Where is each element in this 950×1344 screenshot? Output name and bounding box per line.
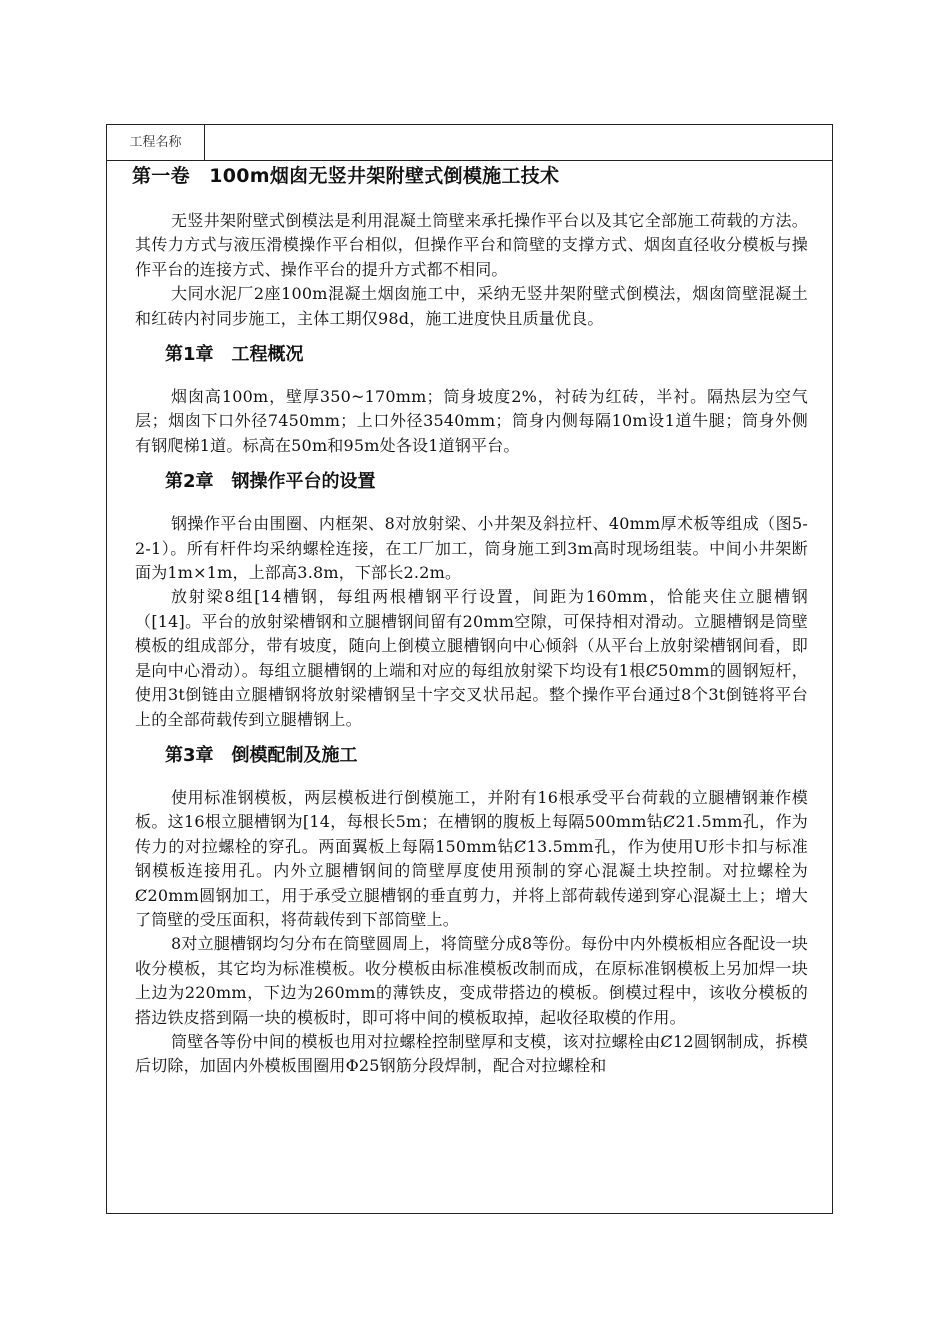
project-name-value xyxy=(205,125,832,160)
intro-paragraph: 无竖井架附壁式倒模法是利用混凝土筒壁来承托操作平台以及其它全部施工荷载的方法。其传力方式与液压滑模操作平台相似，但操作平台和筒壁的支撑方式、烟囱直径收分模板与操作平台的连接方式、操作平台的提升方式都不相同。 xyxy=(135,211,808,279)
intro-paragraph: 大同水泥厂2座100m混凝土烟囱施工中，采纳无竖井架附壁式倒模法，烟囱筒壁混凝土和红砖内衬同步施工，主体工期仅98d，施工进度快且质量优良。 xyxy=(135,284,808,328)
chapter-1-paragraph: 烟囱高100m，壁厚350~170mm；筒身坡度2%，衬砖为红砖，半衬。隔热层为空气层；烟囱下口外径7450mm；上口外径3540mm；筒身内侧每隔10m设1道牛腿；筒身外侧有钢爬梯1道。标高在50m和95m处各设1道钢平台。 xyxy=(135,387,808,455)
chapter-3-paragraph: 筒壁各等份中间的模板也用对拉螺栓控制壁厚和支模，该对拉螺栓由Ȼ12圆钢制成，拆模后切除，加固内外模板围圈用Φ25钢筋分段焊制，配合对拉螺栓和 xyxy=(135,1031,808,1076)
project-name-label: 工程名称 xyxy=(107,125,205,160)
document-frame xyxy=(106,124,833,1214)
document-body xyxy=(132,163,808,1079)
chapter-2-paragraph: 放射梁8组[14槽钢，每组两根槽钢平行设置，间距为160mm，恰能夹住立腿槽钢（[14]。平台的放射梁槽钢和立腿槽钢间留有20mm空隙，可保持相对滑动。立腿槽钢是筒壁模板的组成部分，带有坡度，随向上倒模立腿槽钢向中心倾斜（从平台上放射梁槽钢间看，即是向中心滑动）。每组立腿槽钢的上端和对应的每组放射梁下均设有1根Ȼ50mm的圆钢短杆，使用3t倒链由立腿槽钢将放射梁槽钢呈十字交叉状吊起。整个操作平台通过8个3t倒链将平台上的全部荷载传到立腿槽钢上。 xyxy=(135,587,808,729)
project-name-row xyxy=(107,125,832,161)
chapter-2-title: 第2章 钢操作平台的设置 xyxy=(165,471,376,493)
chapter-3-paragraph: 8对立腿槽钢均匀分布在筒壁圆周上，将筒壁分成8等份。每份中内外模板相应各配设一块收分模板，其它均为标准模板。收分模板由标准模板改制而成，在原标准钢模板上另加焊一块上边为220mm，下边为260mm的薄铁皮，变成带搭边的模板。倒模过程中，该收分模板的搭边铁皮搭到隔一块的模板时，即可将中间的模板取掉，起收径取模的作用。 xyxy=(135,934,808,1027)
volume-title: 第一卷 100m烟囱无竖井架附壁式倒模施工技术 xyxy=(132,165,560,187)
chapter-1-title: 第1章 工程概况 xyxy=(165,344,304,366)
chapter-3-paragraph: 使用标准钢模板，两层模板进行倒模施工，并附有16根承受平台荷载的立腿槽钢兼作模板。这16根立腿槽钢为[14，每根长5m；在槽钢的腹板上每隔500mm钻Ȼ21.5mm孔，作为传力的对拉螺栓的穿孔。两面翼板上每隔150mm钻Ȼ13.5mm孔，作为使用U形卡扣与标准钢模板连接用孔。内外立腿槽钢间的筒壁厚度使用预制的穿心混凝土块控制。对拉螺栓为Ȼ20mm圆钢加工，用于承受立腿槽钢的垂直剪力，并将上部荷载传递到穿心混凝土上；增大了筒壁的受压面积，将荷载传到下部筒壁上。 xyxy=(135,787,808,929)
chapter-3-title: 第3章 倒模配制及施工 xyxy=(165,744,358,766)
chapter-2-paragraph: 钢操作平台由围圈、内框架、8对放射梁、小井架及斜拉杆、40mm厚术板等组成（图5-2-1）。所有杆件均采纳螺栓连接，在工厂加工，筒身施工到3m高时现场组装。中间小井架断面为1m×1m，上部高3.8m，下部长2.2m。 xyxy=(135,514,808,583)
